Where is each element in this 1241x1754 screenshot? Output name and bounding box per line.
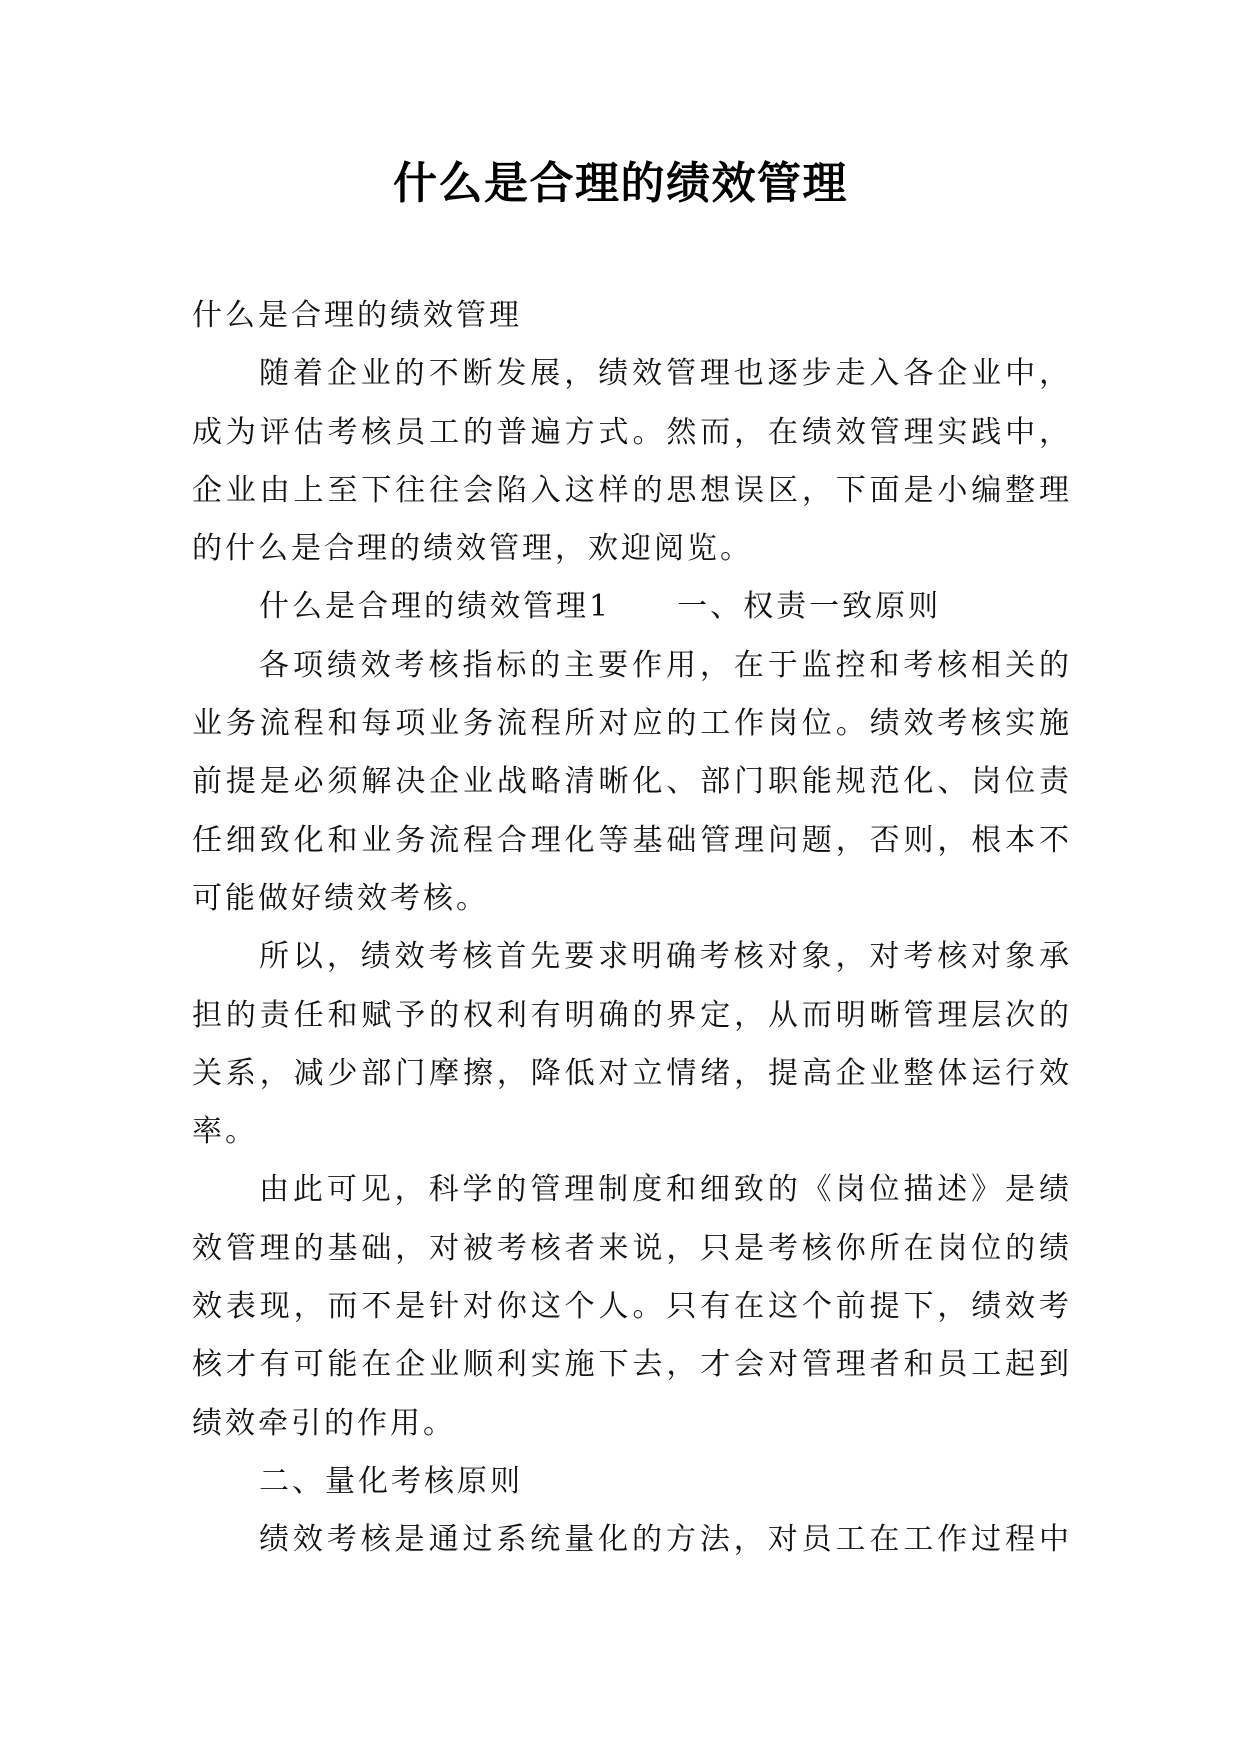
text-line: 的什么是合理的绩效管理，欢迎阅览。 [192, 531, 753, 567]
body-paragraph [192, 345, 1072, 578]
text-line: 可能做好绩效考核。 [192, 880, 489, 916]
document-subtitle [192, 287, 1072, 345]
text-line: 绩效考核是通过系统量化的方法，对员工在工作过程中 [259, 1522, 1072, 1558]
section-heading [192, 1453, 1072, 1511]
text-line: 各项绩效考核指标的主要作用，在于监控和考核相关的 [259, 647, 1072, 683]
text-line: 什么是合理的绩效管理 [192, 298, 522, 333]
text-line: 任细致化和业务流程合理化等基础管理问题，否则，根本不 [192, 822, 1072, 858]
body-paragraph [192, 1161, 1072, 1452]
body-paragraph [192, 637, 1072, 928]
text-line: 关系，减少部门摩擦，降低对立情绪，提高企业整体运行效 [192, 1055, 1072, 1091]
text-line: 业务流程和每项业务流程所对应的工作岗位。绩效考核实施 [192, 706, 1072, 742]
text-line: 二、量化考核原则 [259, 1463, 523, 1499]
text-line: 核才有可能在企业顺利实施下去，才会对管理者和员工起到 [192, 1347, 1072, 1383]
document-body [192, 287, 1072, 1570]
text-line: 由此可见，科学的管理制度和细致的《岗位描述》是绩 [259, 1172, 1072, 1208]
text-line: 所以，绩效考核首先要求明确考核对象，对考核对象承 [259, 939, 1072, 975]
text-line: 企业由上至下往往会陷入这样的思想误区，下面是小编整理 [192, 472, 1072, 508]
text-line: 率。 [192, 1114, 258, 1150]
text-line: 什么是合理的绩效管理1 一、权责一致原则 [259, 589, 942, 625]
section-heading [192, 578, 1072, 636]
body-paragraph [192, 928, 1072, 1161]
text-line: 绩效牵引的作用。 [192, 1405, 456, 1441]
text-line: 效表现，而不是针对你这个人。只有在这个前提下，绩效考 [192, 1289, 1072, 1325]
text-line: 成为评估考核员工的普遍方式。然而，在绩效管理实践中， [192, 414, 1072, 450]
text-line: 效管理的基础，对被考核者来说，只是考核你所在岗位的绩 [192, 1230, 1072, 1266]
text-line: 随着企业的不断发展，绩效管理也逐步走入各企业中， [259, 356, 1072, 392]
body-paragraph [192, 1511, 1072, 1569]
document-title: 什么是合理的绩效管理 [393, 158, 848, 209]
text-line: 担的责任和赋予的权利有明确的界定，从而明晰管理层次的 [192, 997, 1072, 1033]
text-line: 前提是必须解决企业战略清晰化、部门职能规范化、岗位责 [192, 764, 1072, 800]
